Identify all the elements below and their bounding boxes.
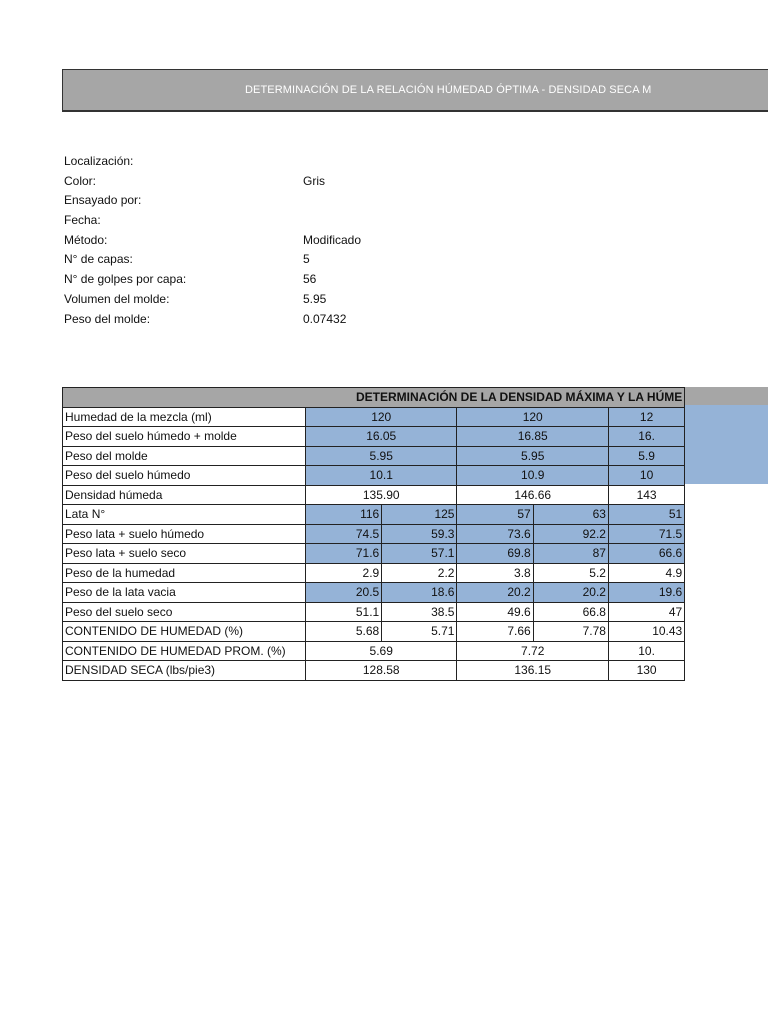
table-cell[interactable]: 66.8 [533, 602, 608, 622]
info-value: Gris [303, 173, 325, 188]
table-cell[interactable]: 7.66 [457, 622, 533, 642]
table-cell[interactable]: 135.90 [305, 485, 456, 505]
info-label: Método: [64, 232, 108, 247]
table-cell[interactable]: 10 [608, 466, 684, 486]
table-row [63, 661, 685, 681]
table-row [63, 583, 685, 603]
table-cell[interactable]: 59.3 [382, 524, 457, 544]
table-cell[interactable]: 10.9 [457, 466, 608, 486]
table-cell[interactable]: 3.8 [457, 563, 533, 583]
info-label: Localización: [64, 154, 134, 168]
row-label: Peso lata + suelo seco [63, 544, 306, 564]
row-label: CONTENIDO DE HUMEDAD PROM. (%) [63, 641, 306, 661]
results-table [62, 387, 685, 681]
table-cell[interactable]: 74.5 [305, 524, 381, 544]
table-row [63, 563, 685, 583]
table-cell[interactable]: 66.6 [608, 544, 684, 564]
table-cell[interactable]: 143 [608, 485, 684, 505]
table-cell[interactable]: 4.9 [608, 563, 684, 583]
table-cell[interactable]: 128.58 [305, 661, 456, 681]
table-cell[interactable]: 20.5 [305, 583, 381, 603]
info-label: Volumen del molde: [64, 291, 170, 306]
info-label: Fecha: [64, 213, 101, 228]
table-cell[interactable]: 16.85 [457, 427, 608, 447]
table-cell[interactable]: 49.6 [457, 602, 533, 622]
table-cell[interactable]: 38.5 [382, 602, 457, 622]
table-cell[interactable]: 5.71 [382, 622, 457, 642]
table-cell[interactable]: 2.2 [382, 563, 457, 583]
table-cell[interactable]: 7.72 [457, 641, 608, 661]
table-row [63, 602, 685, 622]
table-cell[interactable]: 125 [382, 505, 457, 525]
table-cell[interactable]: 73.6 [457, 524, 533, 544]
table-cell[interactable]: 10.43 [608, 622, 684, 642]
info-value: 5 [303, 252, 310, 267]
table-heading-overflow [674, 387, 768, 406]
table-row [63, 485, 685, 505]
table-cell[interactable]: 87 [533, 544, 608, 564]
table-cell[interactable]: 10.1 [305, 466, 456, 486]
table-cell[interactable]: 10. [608, 641, 684, 661]
row-label: Peso de la humedad [63, 563, 306, 583]
table-cell[interactable]: 146.66 [457, 485, 608, 505]
table-heading: DETERMINACIÓN DE LA DENSIDAD MÁXIMA Y LA HÚME [63, 388, 685, 408]
table-cell[interactable]: 2.9 [305, 563, 381, 583]
info-value: 56 [303, 272, 317, 287]
table-cell[interactable]: 130 [608, 661, 684, 681]
table-cell[interactable]: 47 [608, 602, 684, 622]
document-title: DETERMINACIÓN DE LA RELACIÓN HÚMEDAD ÓPTIMA - DENSIDAD SECA M [245, 84, 652, 96]
row-label: Peso del molde [63, 446, 306, 466]
table-row [63, 427, 685, 447]
table-cell[interactable]: 120 [305, 407, 456, 427]
table-cell[interactable]: 92.2 [533, 524, 608, 544]
info-label: Ensayado por: [64, 193, 142, 208]
row-label: Peso del suelo húmedo + molde [63, 427, 306, 447]
table-cell[interactable]: 63 [533, 505, 608, 525]
table-cell[interactable]: 136.15 [457, 661, 608, 681]
table-cell[interactable]: 5.69 [305, 641, 456, 661]
row-label: Peso de la lata vacia [63, 583, 306, 603]
results-table-container [62, 387, 683, 679]
row-label: Humedad de la mezcla (ml) [63, 407, 306, 427]
info-label: N° de capas: [64, 252, 133, 267]
table-cell[interactable]: 51 [608, 505, 684, 525]
table-row [63, 505, 685, 525]
table-cell[interactable]: 5.9 [608, 446, 684, 466]
table-cell[interactable]: 19.6 [608, 583, 684, 603]
table-row [63, 622, 685, 642]
table-cell[interactable]: 71.5 [608, 524, 684, 544]
row-label: Lata N° [63, 505, 306, 525]
table-cell[interactable]: 51.1 [305, 602, 381, 622]
row-label: Peso lata + suelo húmedo [63, 524, 306, 544]
table-cell[interactable]: 57 [457, 505, 533, 525]
table-row [63, 407, 685, 427]
row-label: Peso del suelo húmedo [63, 466, 306, 486]
table-cell[interactable]: 16.05 [305, 427, 456, 447]
table-cell[interactable]: 20.2 [533, 583, 608, 603]
table-cell[interactable]: 5.95 [305, 446, 456, 466]
table-row [63, 641, 685, 661]
row-label: Densidad húmeda [63, 485, 306, 505]
table-cell[interactable]: 69.8 [457, 544, 533, 564]
info-label: Color: [64, 173, 97, 188]
table-cell[interactable]: 5.2 [533, 563, 608, 583]
table-cell[interactable]: 5.95 [457, 446, 608, 466]
table-row [63, 544, 685, 564]
table-cell[interactable]: 18.6 [382, 583, 457, 603]
table-row [63, 446, 685, 466]
row-label: Peso del suelo seco [63, 602, 306, 622]
table-row [63, 524, 685, 544]
table-cell[interactable]: 120 [457, 407, 608, 427]
table-cell[interactable]: 12 [608, 407, 684, 427]
table-cell[interactable]: 16. [608, 427, 684, 447]
info-label: N° de golpes por capa: [64, 272, 187, 287]
info-value: Modificado [303, 232, 362, 247]
row-label: DENSIDAD SECA (lbs/pie3) [63, 661, 306, 681]
info-label: Peso del molde: [64, 311, 151, 326]
table-row [63, 466, 685, 486]
info-value: 5.95 [303, 291, 327, 306]
table-cell[interactable]: 116 [305, 505, 381, 525]
table-cell[interactable]: 5.68 [305, 622, 381, 642]
info-value: 0.07432 [303, 311, 347, 326]
row-label: CONTENIDO DE HUMEDAD (%) [63, 622, 306, 642]
table-cell[interactable]: 7.78 [533, 622, 608, 642]
table-cell[interactable]: 57.1 [382, 544, 457, 564]
input-cells-overflow [674, 405, 768, 484]
table-cell[interactable]: 20.2 [457, 583, 533, 603]
table-cell[interactable]: 71.6 [305, 544, 381, 564]
